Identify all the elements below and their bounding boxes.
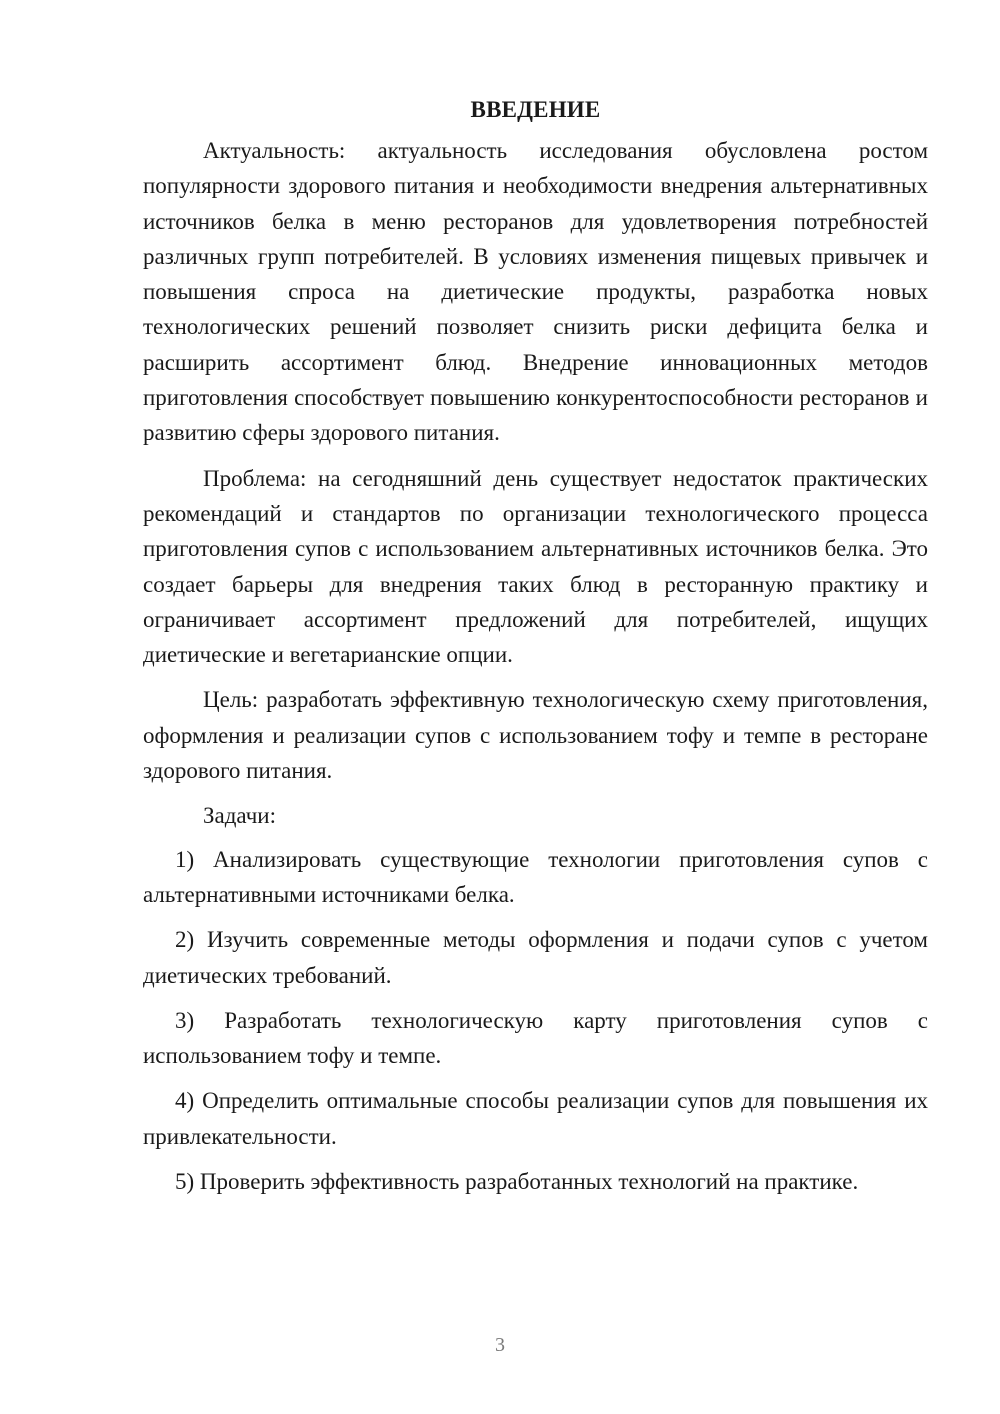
task-item: 1) Анализировать существующие технологии приготовления супов с альтернативными источниками белка. [143,846,928,907]
relevance-paragraph: Актуальность: актуальность исследования обусловлена ростом популярности здорового питания и необходимости внедрения альтернативных источников белка в меню ресторанов для удовлетворения потребностей различных групп потребителей. В условиях изменения пищевых привычек и повышения спроса на диетические продукты, разработка новых технологических решений позволяет снизить риски дефицита белка и расширить ассортимент блюд. Внедрение инновационных методов приготовления способствует повышению конкурентоспособности ресторанов и развитию сферы здорового питания. [143,138,928,446]
document-page [143,92,928,1199]
goal-paragraph: Цель: разработать эффективную технологическую схему приготовления, оформления и реализации супов с использованием тофу и темпе в ресторане здорового питания. [143,687,928,784]
page-title: ВВЕДЕНИЕ [470,97,601,122]
task-item: 3) Разработать технологическую карту приготовления супов с использованием тофу и темпе. [143,1007,928,1069]
task-item: 5) Проверить эффективность разработанных технологий на практике. [175,1169,859,1195]
problem-paragraph: Проблема: на сегодняшний день существует недостаток практических рекомендаций и стандартов по организации технологического процесса приготовления супов с использованием альтернативных источников белка. Это создает барьеры для внедрения таких блюд в ресторанную практику и ограничивает ассортимент предложений для потребителей, ищущих диетические и вегетарианские опции. [143,465,928,668]
task-item: 2) Изучить современные методы оформления и подачи супов с учетом диетических требований. [143,927,928,988]
page-number: 3 [495,1334,505,1356]
task-item: 4) Определить оптимальные способы реализации супов для повышения их привлекательности. [143,1088,928,1149]
tasks-label: Задачи: [203,803,276,829]
